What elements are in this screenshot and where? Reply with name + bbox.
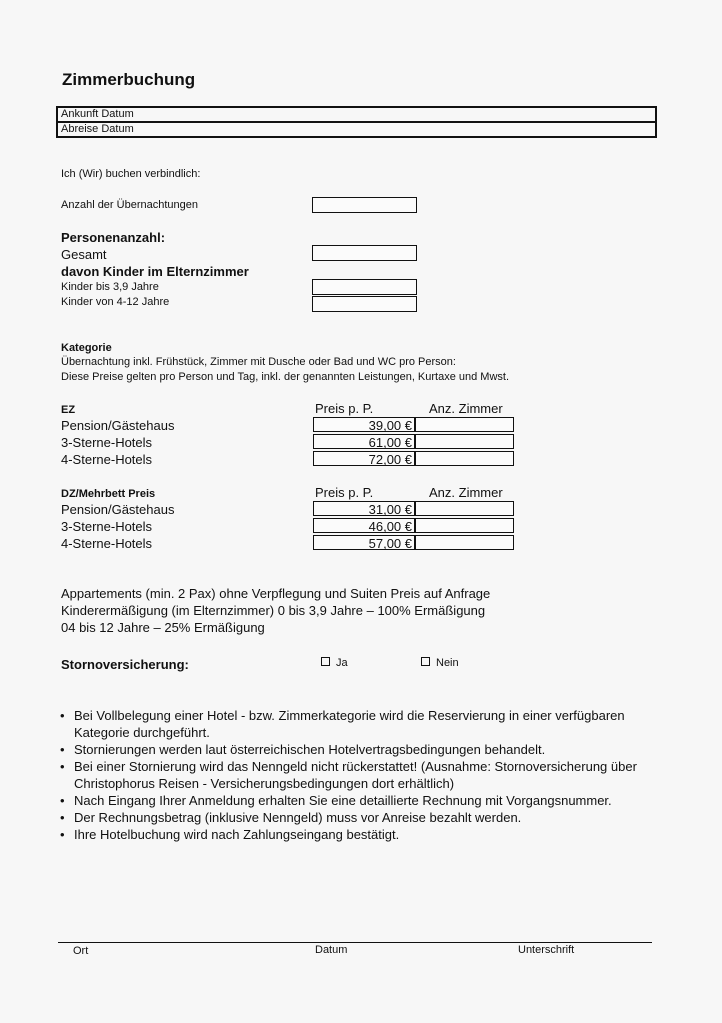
storno-no-option[interactable] — [421, 657, 459, 669]
note-child-discount: Kinderermäßigung (im Elternzimmer) 0 bis 3,9 Jahre – 100% Ermäßigung — [61, 603, 486, 618]
dz-price-cell: 31,00 € — [313, 501, 416, 516]
dz-row-label: Pension/Gästehaus — [61, 502, 175, 517]
category-line-1: Übernachtung inkl. Frühstück, Zimmer mit Dusche oder Bad und WC pro Person: — [61, 356, 456, 368]
storno-yes-label: Ja — [336, 657, 348, 669]
dz-row-label: 4-Sterne-Hotels — [61, 536, 153, 551]
storno-label: Stornoversicherung: — [61, 657, 189, 672]
storno-yes-checkbox[interactable] — [321, 657, 330, 666]
persons-total-input[interactable] — [312, 245, 417, 261]
ez-price-cell: 61,00 € — [313, 434, 416, 449]
dz-row-label: 3-Sterne-Hotels — [61, 519, 153, 534]
ez-price-cell: 72,00 € — [313, 451, 416, 466]
departure-date-field[interactable]: Abreise Datum — [56, 121, 657, 138]
persons-total-label: Gesamt — [61, 247, 107, 262]
ez-row-label: 3-Sterne-Hotels — [61, 435, 153, 450]
children-0-3-input[interactable] — [312, 279, 417, 295]
ez-rooms-header: Anz. Zimmer — [429, 401, 503, 416]
ez-row-label: 4-Sterne-Hotels — [61, 452, 153, 467]
dz-rooms-input[interactable] — [416, 501, 514, 516]
storno-yes-option[interactable] — [321, 657, 348, 669]
signature-label: Unterschrift — [518, 944, 575, 956]
place-label: Ort — [73, 945, 89, 957]
page-title: Zimmerbuchung — [62, 70, 196, 89]
children-0-3-label: Kinder bis 3,9 Jahre — [61, 281, 159, 293]
dz-heading: DZ/Mehrbett Preis — [61, 488, 156, 500]
terms-item: • Stornierungen werden laut österreichischen Hotelvertragsbedingungen behandelt. — [60, 741, 660, 758]
arrival-date-field[interactable]: Ankunft Datum — [56, 106, 657, 123]
note-appartements: Appartements (min. 2 Pax) ohne Verpflegung und Suiten Preis auf Anfrage — [61, 586, 491, 601]
dz-rooms-input[interactable] — [416, 518, 514, 533]
terms-item: • Ihre Hotelbuchung wird nach Zahlungseingang bestätigt. — [60, 826, 660, 843]
storno-no-label: Nein — [436, 657, 459, 669]
ez-rooms-input[interactable] — [416, 434, 514, 449]
dz-price-cell: 57,00 € — [313, 535, 416, 550]
terms-item: • Bei Vollbelegung einer Hotel - bzw. Zimmerkategorie wird die Reservierung in einer verfügbaren Kategorie durchgeführt. — [60, 707, 660, 741]
children-4-12-label: Kinder von 4-12 Jahre — [61, 296, 170, 308]
terms-item: • Bei einer Stornierung wird das Nenngeld nicht rückerstattet! (Ausnahme: Stornoversicherung über Christophorus Reisen - Versicherungsbedingungen dort erhältlich) — [60, 758, 660, 792]
category-heading: Kategorie — [61, 342, 112, 354]
signature-line — [58, 942, 652, 943]
nights-input[interactable] — [312, 197, 417, 213]
children-heading: davon Kinder im Elternzimmer — [61, 264, 249, 279]
dz-price-cell: 46,00 € — [313, 518, 416, 533]
dz-rooms-input[interactable] — [416, 535, 514, 550]
ez-rooms-input[interactable] — [416, 417, 514, 432]
nights-label: Anzahl der Übernachtungen — [61, 199, 198, 211]
ez-price-header: Preis p. P. — [315, 401, 374, 416]
terms-list — [60, 707, 660, 843]
terms-item: • Nach Eingang Ihrer Anmeldung erhalten Sie eine detaillierte Rechnung mit Vorgangsnummer. — [60, 792, 660, 809]
ez-price-cell: 39,00 € — [313, 417, 416, 432]
ez-rooms-input[interactable] — [416, 451, 514, 466]
category-line-2: Diese Preise gelten pro Person und Tag, inkl. der genannten Leistungen, Kurtaxe und Mwst. — [61, 371, 510, 383]
storno-no-checkbox[interactable] — [421, 657, 430, 666]
ez-heading: EZ — [61, 404, 76, 416]
children-4-12-input[interactable] — [312, 296, 417, 312]
persons-heading: Personenanzahl: — [61, 230, 166, 245]
terms-item: • Der Rechnungsbetrag (inklusive Nenngeld) muss vor Anreise bezahlt werden. — [60, 809, 660, 826]
binding-text: Ich (Wir) buchen verbindlich: — [61, 168, 201, 180]
ez-row-label: Pension/Gästehaus — [61, 418, 175, 433]
dz-price-header: Preis p. P. — [315, 485, 374, 500]
note-child-discount-2: 04 bis 12 Jahre – 25% Ermäßigung — [61, 620, 265, 635]
date-label: Datum — [315, 944, 348, 956]
dz-rooms-header: Anz. Zimmer — [429, 485, 503, 500]
